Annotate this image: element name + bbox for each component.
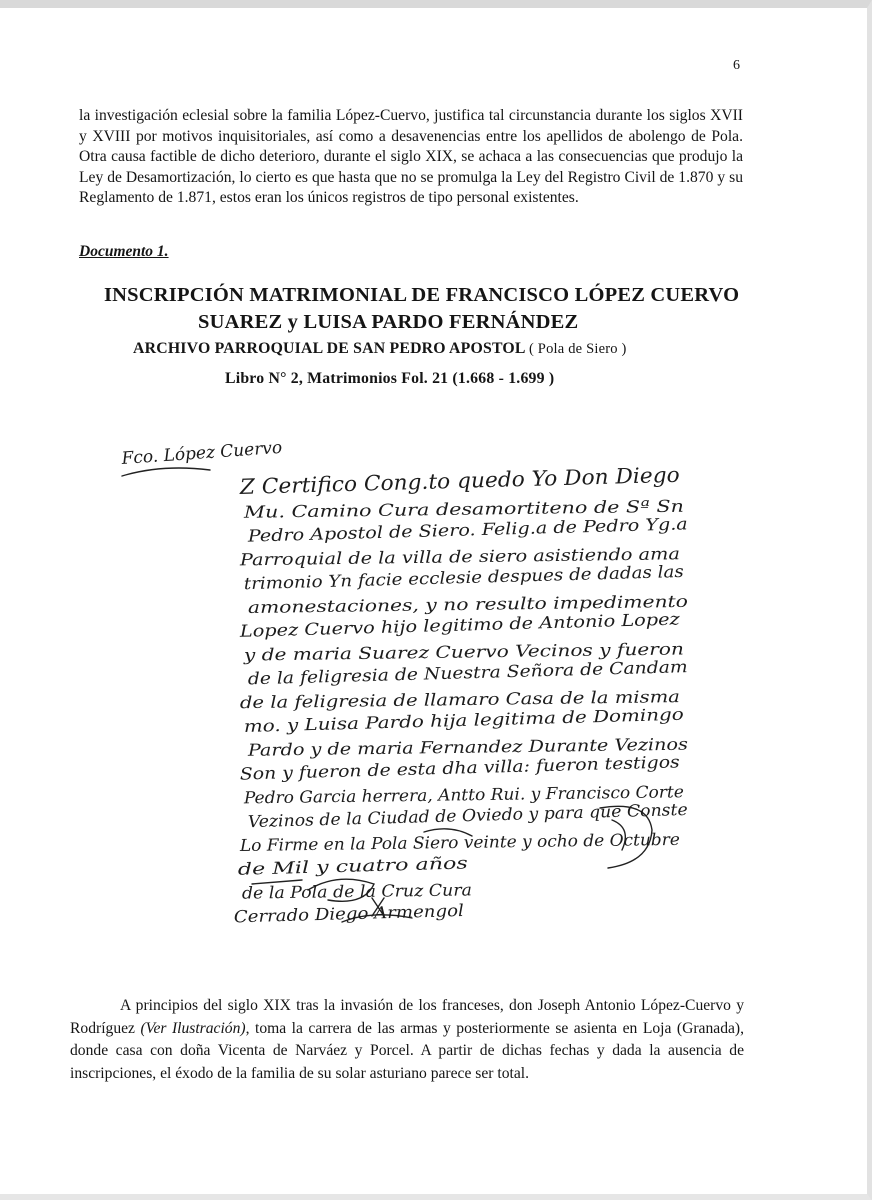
archive-location: ( Pola de Siero ) xyxy=(528,341,627,357)
manuscript-line: Cerrado Diego Armengol xyxy=(233,901,444,927)
manuscript-line: Z Certifico Cong.to quedo Yo Don Diego xyxy=(239,463,666,499)
manuscript-line: de la feligresia de llamaro Casa de la misma xyxy=(239,688,611,713)
manuscript-line: amonestaciones, y no resulto impedimento xyxy=(247,592,607,617)
manuscript-line: Pedro Garcia herrera, Antto Rui. y Francisco Corte xyxy=(243,782,671,808)
manuscript-line: trimonio Yn facie ecclesie despues de dadas las xyxy=(243,563,642,594)
manuscript-line: Vezinos de la Ciudad de Oviedo y para que Conste xyxy=(247,800,669,832)
manuscript-drawing xyxy=(112,428,696,944)
manuscript-line: Lopez Cuervo hijo legitimo de Antonio Lopez xyxy=(239,611,617,641)
manuscript-line: Parroquial de la villa de siero asistiendo ama xyxy=(239,545,617,570)
closing-part-2: , toma la carrera de las armas y posteriormente se asienta en Loja (Granada), donde casa con doña Vicenta de Narváez y Porcel. A partir de dichas fechas y dada la ausencia de inscripciones, el éxodo de la familia de su solar asturiano parece ser total. xyxy=(70,1019,744,1082)
manuscript-line: Lo Firme en la Pola Siero veinte y ocho de Octubre xyxy=(239,830,668,855)
closing-illustration-ref: (Ver Ilustración) xyxy=(140,1019,246,1037)
manuscript-line: Pardo y de maria Fernandez Durante Vezinos xyxy=(247,735,627,760)
document-heading: Documento 1. xyxy=(79,243,169,260)
intro-paragraph: la investigación eclesial sobre la familia López-Cuervo, justifica tal circunstancia durante los siglos XVII y XVIII por motivos inquisitoriales, así como a desavenencias entre los apellidos de abolengo de Pola. Otra causa factible de dicho deterioro, durante el siglo XIX, se achaca a las consecuencias que produjo la Ley de Desamortización, lo cierto es que hasta que no se promulga la Ley del Registro Civil de 1.870 y su Reglamento de 1.871, estos eran los únicos registros de tipo personal existentes. xyxy=(79,107,743,207)
archive-line xyxy=(133,340,627,358)
closing-part-1: A principios del siglo XIX tras la invasión de los franceses, don Joseph Antonio López-Cuervo y Rodríguez xyxy=(70,997,744,1037)
manuscript-line: Mu. Camino Cura desamortiteno de Sª Sn xyxy=(243,497,596,522)
title-line-1: INSCRIPCIÓN MATRIMONIAL DE FRANCISCO LÓPEZ CUERVO xyxy=(104,284,740,306)
book-reference: Libro N° 2, Matrimonios Fol. 21 (1.668 - 1.699 ) xyxy=(225,370,555,387)
manuscript-line: de la feligresia de Nuestra Señora de Candam xyxy=(247,658,636,689)
manuscript-line: de la Pola de la Cruz Cura xyxy=(241,880,461,903)
manuscript-image xyxy=(112,428,696,944)
archive-name: ARCHIVO PARROQUIAL DE SAN PEDRO APOSTOL xyxy=(133,340,525,357)
manuscript-line: Son y fueron de esta dha villa: fueron testigos xyxy=(239,753,626,784)
page-number: 6 xyxy=(733,58,740,73)
closing-paragraph xyxy=(70,995,744,1085)
margin-note: Fco. López Cuervo xyxy=(120,437,283,469)
title-line-2: SUAREZ y LUISA PARDO FERNÁNDEZ xyxy=(198,311,579,333)
manuscript-line: mo. y Luisa Pardo hija legitima de Domingo xyxy=(243,706,609,736)
manuscript-line: y de maria Suarez Cuervo Vecinos y fueron xyxy=(243,640,606,665)
manuscript-line: de Mil y cuatro años xyxy=(237,855,410,879)
manuscript-line: Pedro Apostol de Siero. Felig.a de Pedro Yg.a xyxy=(247,516,628,546)
